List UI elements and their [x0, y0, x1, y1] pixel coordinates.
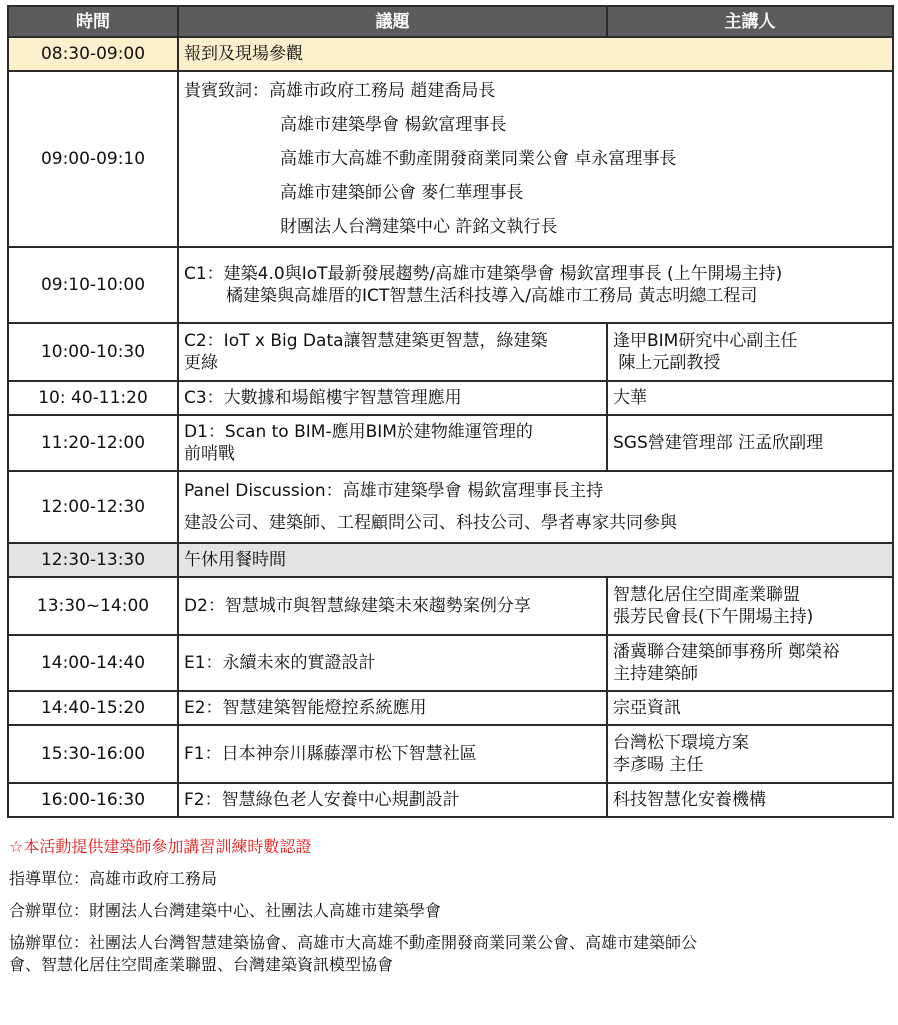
table-row [8, 381, 893, 415]
footer-notes [9, 836, 889, 986]
speaker-line: SGS營建管理部 汪孟欣副理 [613, 433, 824, 453]
topic-line: 高雄市建築學會 楊欽富理事長 [280, 115, 507, 135]
table-row [8, 471, 893, 543]
topic-line: 更綠 [184, 353, 218, 373]
topic-line: Panel Discussion：高雄市建築學會 楊欽富理事長主持 [184, 481, 604, 501]
table-row [8, 577, 893, 635]
topic-cell [178, 381, 607, 415]
speaker-line: 台灣松下環境方案 [613, 733, 749, 753]
time-cell: 16:00-16:30 [8, 783, 178, 817]
speaker-cell [607, 725, 893, 783]
topic-cell [178, 725, 607, 783]
time-cell: 10: 40-11:20 [8, 381, 178, 415]
topic-line: D2：智慧城市與智慧綠建築未來趨勢案例分享 [184, 596, 531, 616]
time-cell: 12:30-13:30 [8, 543, 178, 577]
table-row [8, 323, 893, 381]
speaker-cell [607, 415, 893, 471]
table-row [8, 71, 893, 247]
topic-line: E2：智慧建築智能燈控系統應用 [184, 698, 427, 718]
time-cell: 14:00-14:40 [8, 635, 178, 691]
topic-line: 財團法人台灣建築中心 許銘文執行長 [280, 217, 558, 237]
co-organizer-units-line1: 協辦單位：社團法人台灣智慧建築協會、高雄市大高雄不動產開發商業同業公會、高雄市建築師公 [9, 933, 698, 952]
topic-line: 橘建築與高雄厝的ICT智慧生活科技導入/高雄市工務局 黃志明總工程司 [226, 286, 758, 306]
speaker-cell [607, 783, 893, 817]
topic-cell [178, 577, 607, 635]
topic-line: 前哨戰 [184, 444, 235, 464]
co-organizer-units-line2: 會、智慧化居住空間產業聯盟、台灣建築資訊模型協會 [9, 955, 394, 974]
topic-cell [178, 543, 893, 577]
agenda-table [7, 5, 894, 818]
speaker-cell [607, 635, 893, 691]
time-cell: 12:00-12:30 [8, 471, 178, 543]
time-cell: 11:20-12:00 [8, 415, 178, 471]
time-cell: 10:00-10:30 [8, 323, 178, 381]
speaker-line: 陳上元副教授 [613, 353, 721, 373]
speaker-line: 智慧化居住空間產業聯盟 [613, 585, 800, 605]
speaker-line: 李彥暘 主任 [613, 755, 704, 775]
topic-line: 高雄市大高雄不動產開發商業同業公會 卓永富理事長 [280, 149, 677, 169]
speaker-line: 主持建築師 [613, 664, 698, 684]
credit-note: ☆本活動提供建築師參加講習訓練時數認證 [9, 837, 312, 856]
guidance-unit: 指導單位：高雄市政府工務局 [9, 869, 218, 888]
speaker-line: 科技智慧化安養機構 [613, 790, 766, 810]
speaker-cell [607, 577, 893, 635]
topic-cell [178, 71, 893, 247]
time-cell: 15:30-16:00 [8, 725, 178, 783]
time-cell: 13:30~14:00 [8, 577, 178, 635]
speaker-cell [607, 381, 893, 415]
topic-line: C2：IoT x Big Data讓智慧建築更智慧，綠建築 [184, 331, 548, 351]
topic-line: F2：智慧綠色老人安養中心規劃設計 [184, 790, 460, 810]
speaker-line: 宗亞資訊 [613, 698, 681, 718]
table-row [8, 415, 893, 471]
topic-line: E1：永續未來的實證設計 [184, 653, 376, 673]
table-row [8, 783, 893, 817]
topic-cell [178, 415, 607, 471]
topic-cell [178, 37, 893, 71]
topic-line: D1：Scan to BIM-應用BIM於建物維運管理的 [184, 422, 533, 442]
header-topic: 議題 [178, 6, 607, 37]
speaker-line: 逢甲BIM研究中心副主任 [613, 331, 798, 351]
topic-line: F1：日本神奈川縣藤澤市松下智慧社區 [184, 744, 477, 764]
table-row [8, 543, 893, 577]
speaker-cell [607, 323, 893, 381]
topic-line: C3：大數據和場館樓宇智慧管理應用 [184, 388, 462, 408]
table-row [8, 37, 893, 71]
speaker-line: 大華 [613, 388, 647, 408]
topic-line: C1：建築4.0與IoT最新發展趨勢/高雄市建築學會 楊欽富理事長 (上午開場主持) [184, 264, 783, 284]
topic-cell [178, 783, 607, 817]
header-speaker: 主講人 [607, 6, 893, 37]
speaker-line: 潘冀聯合建築師事務所 鄭榮裕 [613, 642, 840, 662]
topic-line: 貴賓致詞：高雄市政府工務局 趙建喬局長 [184, 81, 496, 101]
topic-cell [178, 323, 607, 381]
table-row [8, 635, 893, 691]
topic-cell [178, 247, 893, 323]
header-time: 時間 [8, 6, 178, 37]
topic-line: 高雄市建築師公會 麥仁華理事長 [280, 183, 524, 203]
time-cell: 08:30-09:00 [8, 37, 178, 71]
time-cell: 09:10-10:00 [8, 247, 178, 323]
organizer-units: 合辦單位：財團法人台灣建築中心、社團法人高雄市建築學會 [9, 901, 442, 920]
time-cell: 14:40-15:20 [8, 691, 178, 725]
table-row [8, 247, 893, 323]
table-row [8, 691, 893, 725]
topic-line: 建設公司、建築師、工程顧問公司、科技公司、學者專家共同參與 [184, 513, 677, 533]
topic-cell [178, 471, 893, 543]
topic-line: 報到及現場參觀 [184, 44, 303, 64]
speaker-cell [607, 691, 893, 725]
topic-cell [178, 691, 607, 725]
topic-line: 午休用餐時間 [184, 550, 286, 570]
table-header-row [8, 6, 893, 37]
time-cell: 09:00-09:10 [8, 71, 178, 247]
topic-cell [178, 635, 607, 691]
speaker-line: 張芳民會長(下午開場主持) [613, 607, 814, 627]
table-row [8, 725, 893, 783]
